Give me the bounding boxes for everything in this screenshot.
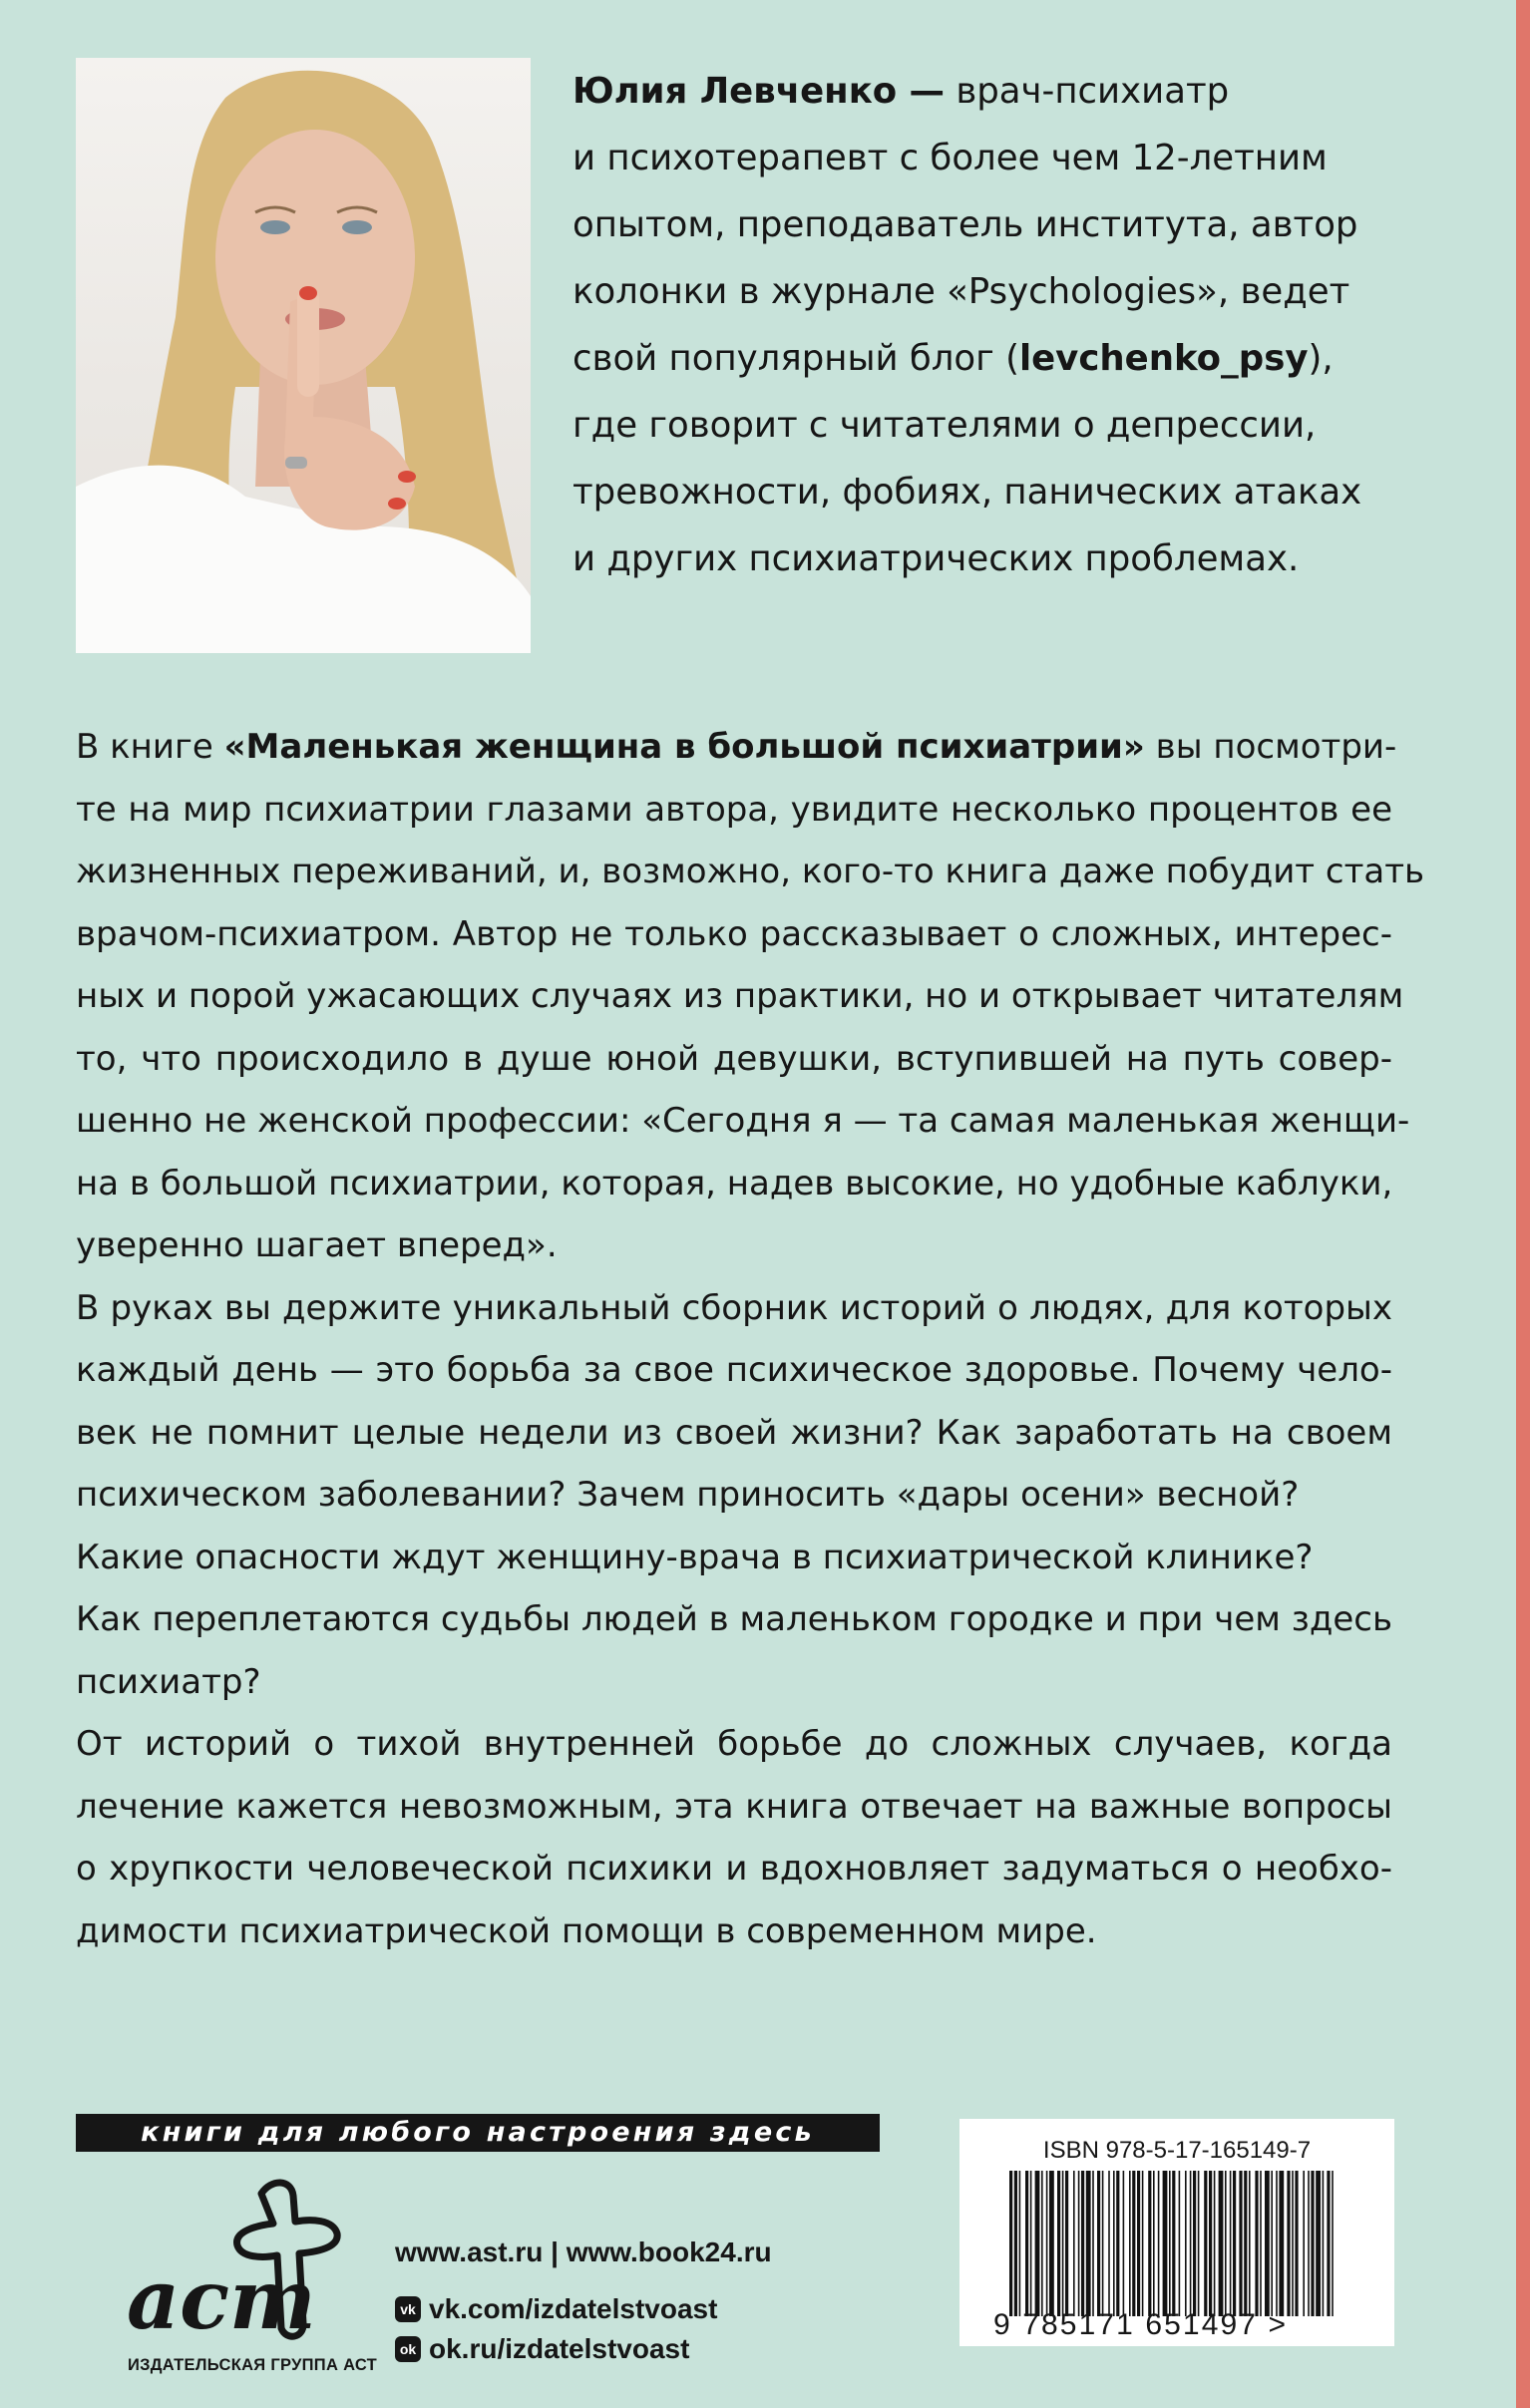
ok-icon: ok <box>395 2336 421 2362</box>
barcode-bar <box>1025 2171 1028 2316</box>
barcode-bar <box>1332 2171 1334 2316</box>
description-line: Как переплетаются судьбы людей в маленьком городке и при чем здесь <box>76 1599 1392 1639</box>
isbn-label: ISBN 978-5-17-165149-7 <box>1042 2137 1312 2164</box>
barcode-bar <box>1041 2171 1043 2316</box>
description-line: В книге «Маленькая женщина в большой психиатрии» вы посмотри- <box>76 727 1397 767</box>
description-line: лечение кажется невозможным, эта книга отвечает на важные вопросы <box>76 1786 1392 1827</box>
vk-icon: vk <box>395 2296 421 2322</box>
publisher-caption: ИЗДАТЕЛЬСКАЯ ГРУППА АСТ <box>127 2356 378 2374</box>
barcode-bar <box>1019 2171 1021 2316</box>
barcode-bar <box>1102 2171 1104 2316</box>
barcode-bar <box>1078 2171 1080 2316</box>
barcode-bar <box>1265 2171 1270 2316</box>
bio-line: где говорит с читателями о депрессии, <box>573 405 1317 446</box>
description-line: жизненных переживаний, и, возможно, кого-то книга даже побудит стать <box>76 852 1425 891</box>
barcode-digits: 9 785171 651497 > <box>993 2308 1289 2341</box>
barcode-bar <box>1014 2171 1017 2316</box>
barcode-bar <box>1233 2171 1236 2316</box>
barcode-bar <box>1244 2171 1247 2316</box>
barcode-bar <box>1062 2171 1064 2316</box>
barcode-bar <box>1097 2171 1100 2316</box>
barcode-bar <box>1219 2171 1224 2316</box>
bio-line: свой популярный блог (levchenko_psy), <box>573 338 1334 379</box>
description-line: ных и порой ужасающих случаях из практики, но и открывает читателям <box>76 976 1404 1016</box>
barcode-bar <box>1086 2171 1091 2316</box>
book-title: «Маленькая женщина в большой психиатрии» <box>223 727 1145 767</box>
barcode-bar <box>1142 2171 1144 2316</box>
description-line: психическом заболевании? Зачем приносить «дары осени» весной? <box>76 1475 1300 1515</box>
barcode-bar <box>1276 2171 1278 2316</box>
author-name: Юлия Левченко — <box>573 71 946 112</box>
barcode-bar <box>1163 2171 1168 2316</box>
barcode-bar <box>1323 2171 1325 2316</box>
description-line: на в большой психиатрии, которая, надев высокие, но удобные каблуки, <box>76 1163 1393 1204</box>
bio-line: колонки в журнале «Psychologies», ведет <box>573 271 1350 312</box>
description-line: психиатр? <box>76 1661 261 1702</box>
description-line: От историй о тихой внутренней борьбе до сложных случаев, когда <box>76 1724 1392 1764</box>
description-line: век не помнит целые недели из своей жизни? Как заработать на своем <box>76 1412 1392 1453</box>
barcode-bar <box>1295 2171 1298 2316</box>
barcode-bar <box>1214 2171 1216 2316</box>
barcode-bar <box>1030 2171 1032 2316</box>
description-line: шенно не женской профессии: «Сегодня я — та самая маленькая женщи- <box>76 1101 1410 1141</box>
isbn-barcode-box <box>959 2119 1394 2346</box>
barcode-bar <box>1311 2171 1314 2316</box>
author-photo <box>76 58 531 653</box>
bio-line: и психотерапевт с более чем 12-летним <box>573 138 1328 178</box>
barcode-bar <box>1287 2171 1290 2316</box>
description-line: В руках вы держите уникальный сборник историй о людях, для которых <box>76 1287 1392 1328</box>
description-line: о хрупкости человеческой психики и вдохновляет задуматься о необхо- <box>76 1849 1392 1889</box>
spine-edge-stripe <box>1516 0 1530 2408</box>
bio-line: и других психиатрических проблемах. <box>573 538 1300 579</box>
publisher-logo <box>98 2174 407 2383</box>
barcode-bar <box>1308 2171 1310 2316</box>
barcode-bar <box>1255 2171 1258 2316</box>
barcode-bar <box>1239 2171 1242 2316</box>
barcode-bar <box>1148 2171 1151 2316</box>
barcode-bar <box>1092 2171 1094 2316</box>
barcode-bar <box>1303 2171 1305 2316</box>
barcode-bar <box>1225 2171 1227 2316</box>
vk-link[interactable]: vk vk.com/izdatelstvoast <box>395 2291 772 2327</box>
barcode-bar <box>1049 2171 1054 2316</box>
description-line: Какие опасности ждут женщину-врача в психиатрической клинике? <box>76 1537 1314 1577</box>
barcode-bar <box>1057 2171 1060 2316</box>
barcode-bar <box>1081 2171 1084 2316</box>
svg-text:аст: аст <box>127 2252 316 2348</box>
barcode-bar <box>1065 2171 1068 2316</box>
barcode-bar <box>1230 2171 1232 2316</box>
barcode-bar <box>1193 2171 1196 2316</box>
barcode-bar <box>1279 2171 1284 2316</box>
barcode-bar <box>1316 2171 1321 2316</box>
barcode-bar <box>1113 2171 1115 2316</box>
barcode-bar <box>1158 2171 1160 2316</box>
barcode-bar <box>1209 2171 1212 2316</box>
barcode-bar <box>1172 2171 1175 2316</box>
blog-handle: levchenko_psy <box>1018 338 1309 379</box>
description-line: те на мир психиатрии глазами автора, увидите несколько процентов ее <box>76 789 1392 830</box>
barcode-bar <box>1271 2171 1273 2316</box>
barcode-bar <box>1327 2171 1330 2316</box>
description-line: каждый день — это борьба за свое психическое здоровье. Почему чело- <box>76 1350 1392 1390</box>
ok-link[interactable]: ok ok.ru/izdatelstvoast <box>395 2331 772 2367</box>
barcode-bar <box>1153 2171 1155 2316</box>
tagline-bar: книги для любого настроения здесь <box>76 2114 880 2152</box>
bio-line: Юлия Левченко — врач-психиатр <box>573 71 1230 112</box>
barcode-bar <box>1185 2171 1187 2316</box>
barcode-bar <box>1129 2171 1131 2316</box>
barcode-bar <box>1009 2171 1012 2316</box>
author-portrait-illustration <box>76 58 531 653</box>
publisher-links <box>395 2234 772 2367</box>
bio-line: тревожности, фобиях, панических атаках <box>573 472 1362 513</box>
description-line: то, что происходило в душе юной девушки, вступившей на путь совер- <box>76 1038 1392 1079</box>
barcode-bar <box>1132 2171 1135 2316</box>
barcode-bar <box>1204 2171 1207 2316</box>
barcode-bar <box>1046 2171 1048 2316</box>
barcode-icon <box>1009 2171 1335 2316</box>
bio-line: опытом, преподаватель института, автор <box>573 204 1358 245</box>
book-description <box>76 716 1425 1962</box>
barcode-bar <box>1198 2171 1200 2316</box>
barcode-bar <box>1035 2171 1040 2316</box>
barcode-bar <box>1190 2171 1192 2316</box>
barcode-bar <box>1116 2171 1119 2316</box>
barcode-bar <box>1249 2171 1251 2316</box>
barcode-bar <box>1179 2171 1181 2316</box>
description-line: врачом-психиатром. Автор не только рассказывает о сложных, интерес- <box>76 913 1392 954</box>
barcode-bar <box>1260 2171 1262 2316</box>
barcode-bar <box>1108 2171 1110 2316</box>
website-links[interactable]: www.ast.ru | www.book24.ru <box>395 2236 772 2267</box>
description-line: димости психиатрической помощи в современном мире. <box>76 1910 1097 1951</box>
barcode-bar <box>1169 2171 1171 2316</box>
barcode-bar <box>1123 2171 1125 2316</box>
author-bio <box>573 58 1460 592</box>
barcode-bar <box>1073 2171 1075 2316</box>
barcode-bar <box>1137 2171 1140 2316</box>
ast-logo-icon <box>112 2174 371 2348</box>
barcode-bar <box>1292 2171 1294 2316</box>
description-line: уверенно шагает вперед». <box>76 1225 558 1265</box>
